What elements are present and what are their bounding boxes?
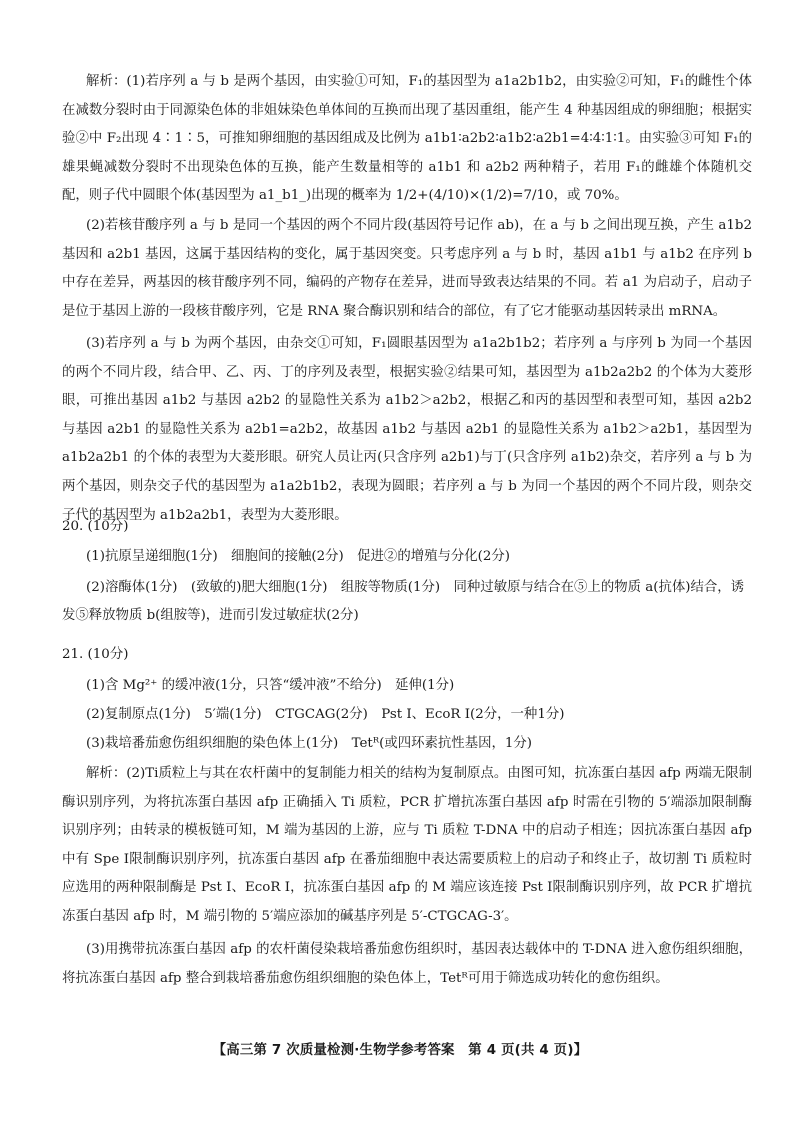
q20-answer-2b: 发⑤释放物质 b(组胺等)，进而引发过敏症状(2分) xyxy=(62,608,359,623)
q21-heading: 21. (10分) xyxy=(62,647,129,662)
q21-answer-3: (3)栽培番茄愈伤组织细胞的染色体上(1分) Tetᴿ(或四环素抗性基因，1分) xyxy=(86,736,532,751)
q20-heading: 20. (10分) xyxy=(62,519,129,534)
q19-analysis-part3: (3)若序列 a 与 b 为两个基因，由杂交①可知，F₁圆眼基因型为 a1a2b1b2；若序列 a 与序列 b 为同一个基因的两个不同片段，结合甲、乙、丙、丁的序列及表型，根据实验②结果可知，基因型为 a1b2a2b2 的个体为大菱形眼，可推出基因 a1b2 与基因 a2b2 的显隐性关系为 a1b2＞a2b2，根据乙和丙的基因型和表型可知，基因 a2b2 与基因 a2b1 的显隐性关系为 a2b1=a2b2，故基因 a1b2 与基因 a2b1 的显隐性关系为 a1b2＞a2b1，基因型为 a1b2a2b1 的个体的表型为大菱形眼。研究人员让丙(只含序列 a2b1)与丁(只含序列 a1b2)杂交，若序列 a 与 b 为两个基因，则杂交子代的基因型为 a1a2b1b2，表现为圆眼；若序列 a 与 b 为同一个基因的两个不同片段，则杂交子代的基因型为 a1b2a2b1，表型为大菱形眼。 xyxy=(62,336,752,523)
q20-answer-1: (1)抗原呈递细胞(1分) 细胞间的接触(2分) 促进②的增殖与分化(2分) xyxy=(86,549,511,564)
q21-analysis-part2: (3)用携带抗冻蛋白基因 afp 的农杆菌侵染栽培番茄愈伤组织时，基因表达载体中的 T-DNA 进入愈伤组织细胞，将抗冻蛋白基因 afp 整合到栽培番茄愈伤组织细胞的染色体上，Tetᴿ可用于筛选成功转化的愈伤组织。 xyxy=(62,942,752,986)
q20-answer-2a: (2)溶酶体(1分) (致敏的)肥大细胞(1分) 组胺等物质(1分) 同种过敏原与结合在⑤上的物质 a(抗体)结合，诱 xyxy=(86,580,745,595)
q21-answer-1: (1)含 Mg²⁺ 的缓冲液(1分，只答“缓冲液”不给分) 延伸(1分) xyxy=(86,678,455,693)
q19-analysis-part1: 解析：(1)若序列 a 与 b 是两个基因，由实验①可知，F₁的基因型为 a1a2b1b2，由实验②可知，F₁的雌性个体在减数分裂时由于同源染色体的非姐妹染色单体间的互换而出现了基因重组，能产生 4 种基因组成的卵细胞；根据实验②中 F₂出现 4∶1∶5，可推知卵细胞的基因组成及比例为 a1b1∶a2b2∶a1b2∶a2b1=4∶4∶1∶1。由实验③可知 F₁的雄果蝇减数分裂时不出现染色体的互换，能产生数量相等的 a1b1 和 a2b2 两种精子，若用 F₁的雌雄个体随机交配，则子代中圆眼个体(基因型为 a1_b1_)出现的概率为 1/2+(4/10)×(1/2)=7/10，或 70%。 xyxy=(62,74,752,204)
page-footer: 【高三第 7 次质量检测·生物学参考答案 第 4 页(共 4 页)】 xyxy=(212,1043,588,1058)
q19-analysis-part2: (2)若核苷酸序列 a 与 b 是同一个基因的两个不同片段(基因符号记作 ab)，在 a 与 b 之间出现互换，产生 a1b2 基因和 a2b1 基因，这属于基因结构的变化，属于基因突变。只考虑序列 a 与 b 时，基因 a1b1 与 a1b2 在序列 b 中存在差异，两基因的核苷酸序列不同，编码的产物存在差异，进而导致表达结果的不同。若 a1 为启动子，启动子是位于基因上游的一段核苷酸序列，它是 RNA 聚合酶识别和结合的部位，有了它才能驱动基因转录出 mRNA。 xyxy=(62,218,752,319)
q21-answer-2: (2)复制原点(1分) 5′端(1分) CTGCAG(2分) Pst Ⅰ、EcoR Ⅰ(2分，一种1分) xyxy=(86,707,565,722)
q21-analysis-part1: 解析：(2)Ti质粒上与其在农杆菌中的复制能力相关的结构为复制原点。由图可知，抗冻蛋白基因 afp 两端无限制酶识别序列，为将抗冻蛋白基因 afp 正确插入 Ti 质粒，PCR 扩增抗冻蛋白基因 afp 时需在引物的 5′端添加限制酶识别序列；由转录的模板链可知，M 端为基因的上游，应与 Ti 质粒 T-DNA 中的启动子相连；因抗冻蛋白基因 afp 中有 Spe Ⅰ限制酶识别序列，抗冻蛋白基因 afp 在番茄细胞中表达需要质粒上的启动子和终止子，故切割 Ti 质粒时应选用的两种限制酶是 Pst Ⅰ、EcoR Ⅰ，抗冻蛋白基因 afp 的 M 端应该连接 Pst Ⅰ限制酶识别序列，故 PCR 扩增抗冻蛋白基因 afp 时，M 端引物的 5′端应添加的碱基序列是 5′-CTGCAG-3′。 xyxy=(62,766,752,924)
